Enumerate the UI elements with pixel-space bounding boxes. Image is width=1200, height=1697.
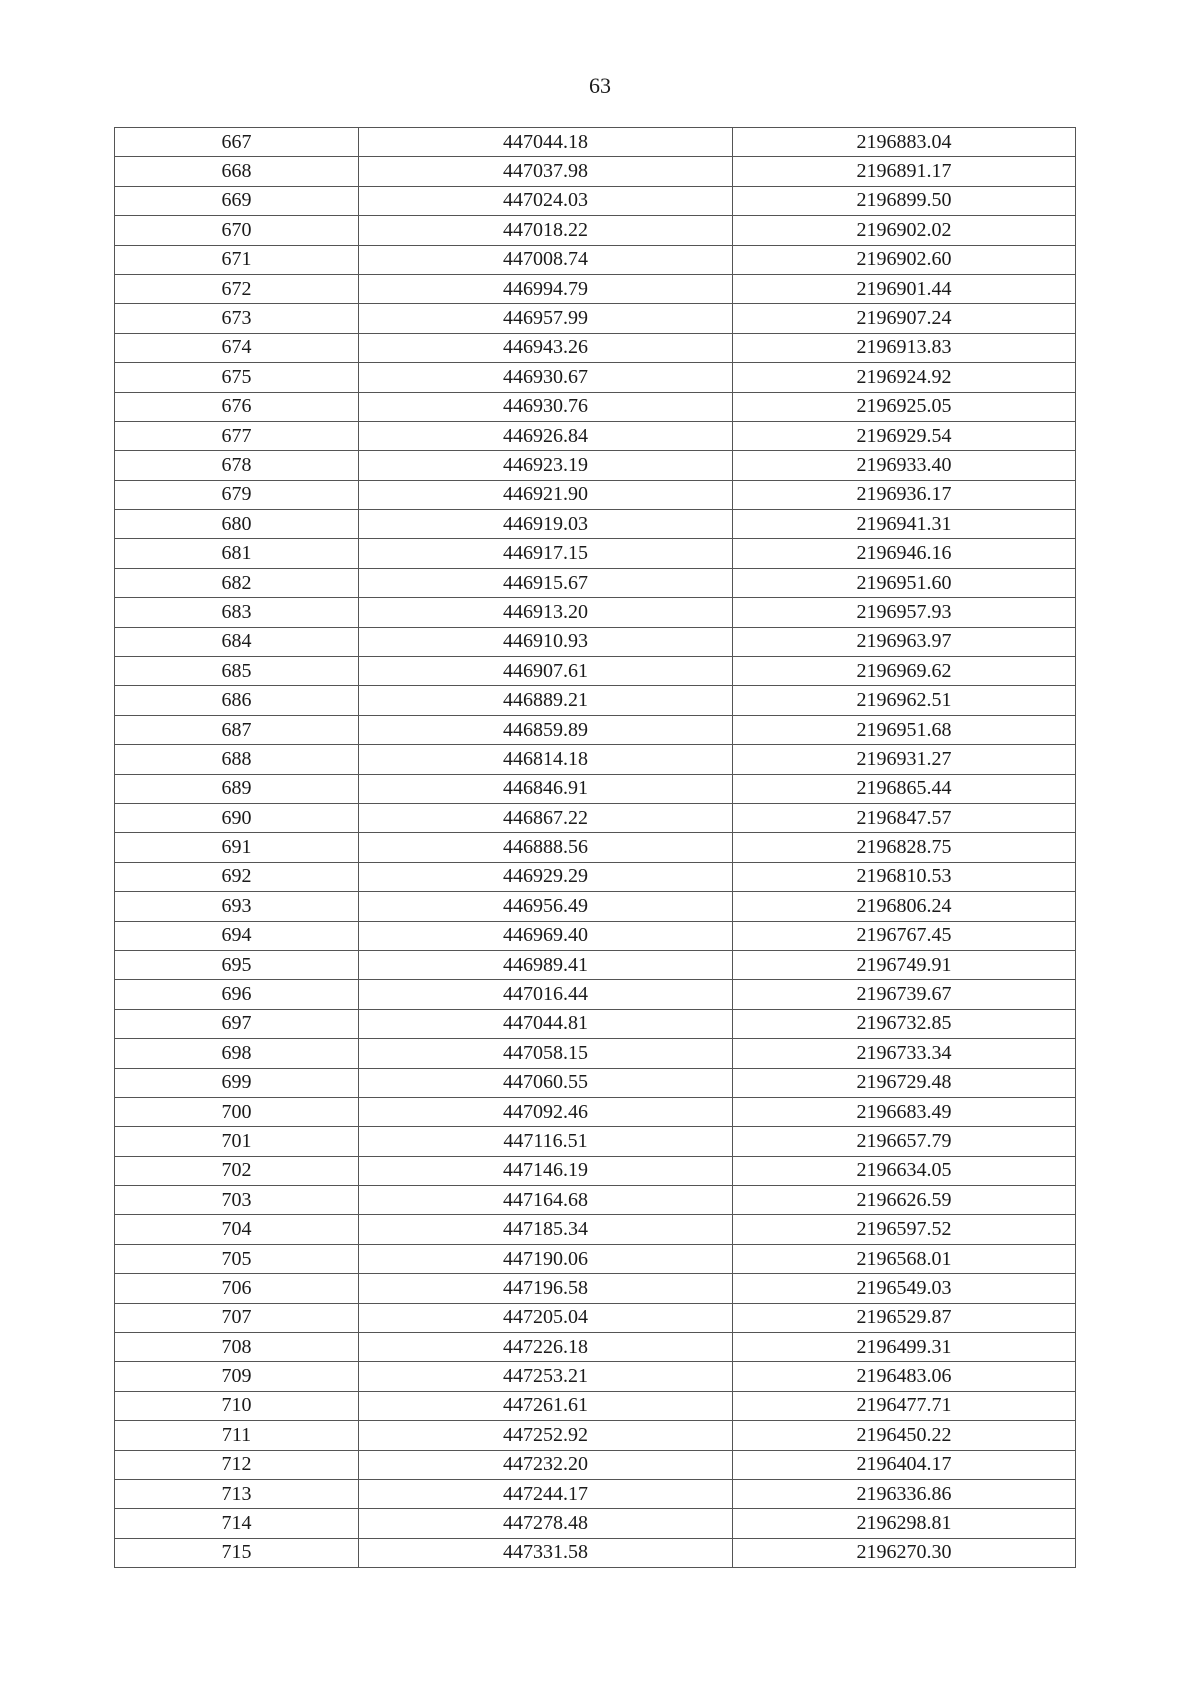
table-row — [115, 774, 1076, 803]
table-row — [115, 421, 1076, 450]
point-number-cell: 711 — [115, 1421, 359, 1450]
point-number-cell: 696 — [115, 980, 359, 1009]
y-coordinate-cell: 2196732.85 — [733, 1009, 1076, 1038]
x-coordinate-cell: 447164.68 — [359, 1186, 733, 1215]
point-number-cell: 683 — [115, 598, 359, 627]
x-coordinate-cell: 446867.22 — [359, 803, 733, 832]
y-coordinate-cell: 2196963.97 — [733, 627, 1076, 656]
y-coordinate-cell: 2196962.51 — [733, 686, 1076, 715]
x-coordinate-cell: 447278.48 — [359, 1509, 733, 1538]
table-row — [115, 1421, 1076, 1450]
y-coordinate-cell: 2196568.01 — [733, 1244, 1076, 1273]
point-number-cell: 667 — [115, 128, 359, 157]
table-row — [115, 392, 1076, 421]
y-coordinate-cell: 2196477.71 — [733, 1391, 1076, 1420]
point-number-cell: 694 — [115, 921, 359, 950]
x-coordinate-cell: 446956.49 — [359, 892, 733, 921]
y-coordinate-cell: 2196913.83 — [733, 333, 1076, 362]
table-row — [115, 1156, 1076, 1185]
table-row — [115, 657, 1076, 686]
point-number-cell: 673 — [115, 304, 359, 333]
point-number-cell: 682 — [115, 568, 359, 597]
y-coordinate-cell: 2196450.22 — [733, 1421, 1076, 1450]
table-row — [115, 451, 1076, 480]
y-coordinate-cell: 2196336.86 — [733, 1479, 1076, 1508]
table-row — [115, 833, 1076, 862]
table-row — [115, 1391, 1076, 1420]
coordinate-table-body — [115, 128, 1076, 1568]
x-coordinate-cell: 447024.03 — [359, 186, 733, 215]
x-coordinate-cell: 446846.91 — [359, 774, 733, 803]
point-number-cell: 691 — [115, 833, 359, 862]
x-coordinate-cell: 446917.15 — [359, 539, 733, 568]
table-row — [115, 510, 1076, 539]
y-coordinate-cell: 2196902.60 — [733, 245, 1076, 274]
point-number-cell: 699 — [115, 1068, 359, 1097]
x-coordinate-cell: 447252.92 — [359, 1421, 733, 1450]
x-coordinate-cell: 446915.67 — [359, 568, 733, 597]
point-number-cell: 695 — [115, 950, 359, 979]
x-coordinate-cell: 447044.18 — [359, 128, 733, 157]
point-number-cell: 704 — [115, 1215, 359, 1244]
y-coordinate-cell: 2196806.24 — [733, 892, 1076, 921]
y-coordinate-cell: 2196951.60 — [733, 568, 1076, 597]
x-coordinate-cell: 447146.19 — [359, 1156, 733, 1185]
y-coordinate-cell: 2196946.16 — [733, 539, 1076, 568]
x-coordinate-cell: 447185.34 — [359, 1215, 733, 1244]
point-number-cell: 686 — [115, 686, 359, 715]
point-number-cell: 700 — [115, 1097, 359, 1126]
coordinate-table — [114, 127, 1076, 1568]
y-coordinate-cell: 2196597.52 — [733, 1215, 1076, 1244]
y-coordinate-cell: 2196298.81 — [733, 1509, 1076, 1538]
y-coordinate-cell: 2196828.75 — [733, 833, 1076, 862]
y-coordinate-cell: 2196733.34 — [733, 1039, 1076, 1068]
x-coordinate-cell: 447226.18 — [359, 1333, 733, 1362]
point-number-cell: 702 — [115, 1156, 359, 1185]
y-coordinate-cell: 2196549.03 — [733, 1274, 1076, 1303]
table-row — [115, 128, 1076, 157]
y-coordinate-cell: 2196931.27 — [733, 745, 1076, 774]
x-coordinate-cell: 447331.58 — [359, 1538, 733, 1567]
x-coordinate-cell: 447190.06 — [359, 1244, 733, 1273]
y-coordinate-cell: 2196883.04 — [733, 128, 1076, 157]
table-row — [115, 1068, 1076, 1097]
x-coordinate-cell: 446888.56 — [359, 833, 733, 862]
x-coordinate-cell: 446814.18 — [359, 745, 733, 774]
table-row — [115, 627, 1076, 656]
x-coordinate-cell: 447037.98 — [359, 157, 733, 186]
x-coordinate-cell: 446926.84 — [359, 421, 733, 450]
point-number-cell: 714 — [115, 1509, 359, 1538]
x-coordinate-cell: 447205.04 — [359, 1303, 733, 1332]
table-row — [115, 1274, 1076, 1303]
y-coordinate-cell: 2196941.31 — [733, 510, 1076, 539]
table-row — [115, 1303, 1076, 1332]
x-coordinate-cell: 446929.29 — [359, 862, 733, 891]
point-number-cell: 715 — [115, 1538, 359, 1567]
y-coordinate-cell: 2196499.31 — [733, 1333, 1076, 1362]
table-row — [115, 1333, 1076, 1362]
point-number-cell: 672 — [115, 274, 359, 303]
point-number-cell: 684 — [115, 627, 359, 656]
x-coordinate-cell: 446969.40 — [359, 921, 733, 950]
x-coordinate-cell: 447016.44 — [359, 980, 733, 1009]
point-number-cell: 679 — [115, 480, 359, 509]
y-coordinate-cell: 2196657.79 — [733, 1127, 1076, 1156]
table-row — [115, 1039, 1076, 1068]
table-row — [115, 892, 1076, 921]
y-coordinate-cell: 2196749.91 — [733, 950, 1076, 979]
y-coordinate-cell: 2196810.53 — [733, 862, 1076, 891]
table-row — [115, 333, 1076, 362]
point-number-cell: 668 — [115, 157, 359, 186]
point-number-cell: 676 — [115, 392, 359, 421]
point-number-cell: 680 — [115, 510, 359, 539]
table-row — [115, 862, 1076, 891]
point-number-cell: 678 — [115, 451, 359, 480]
x-coordinate-cell: 447244.17 — [359, 1479, 733, 1508]
y-coordinate-cell: 2196924.92 — [733, 363, 1076, 392]
y-coordinate-cell: 2196404.17 — [733, 1450, 1076, 1479]
x-coordinate-cell: 446989.41 — [359, 950, 733, 979]
x-coordinate-cell: 446889.21 — [359, 686, 733, 715]
y-coordinate-cell: 2196847.57 — [733, 803, 1076, 832]
x-coordinate-cell: 447253.21 — [359, 1362, 733, 1391]
x-coordinate-cell: 447060.55 — [359, 1068, 733, 1097]
x-coordinate-cell: 447018.22 — [359, 216, 733, 245]
y-coordinate-cell: 2196925.05 — [733, 392, 1076, 421]
y-coordinate-cell: 2196936.17 — [733, 480, 1076, 509]
point-number-cell: 675 — [115, 363, 359, 392]
table-row — [115, 245, 1076, 274]
table-row — [115, 304, 1076, 333]
table-row — [115, 274, 1076, 303]
point-number-cell: 709 — [115, 1362, 359, 1391]
x-coordinate-cell: 446930.76 — [359, 392, 733, 421]
table-row — [115, 745, 1076, 774]
x-coordinate-cell: 446907.61 — [359, 657, 733, 686]
x-coordinate-cell: 446957.99 — [359, 304, 733, 333]
y-coordinate-cell: 2196901.44 — [733, 274, 1076, 303]
point-number-cell: 677 — [115, 421, 359, 450]
table-row — [115, 1538, 1076, 1567]
point-number-cell: 689 — [115, 774, 359, 803]
y-coordinate-cell: 2196899.50 — [733, 186, 1076, 215]
y-coordinate-cell: 2196907.24 — [733, 304, 1076, 333]
table-row — [115, 186, 1076, 215]
table-row — [115, 1009, 1076, 1038]
point-number-cell: 693 — [115, 892, 359, 921]
point-number-cell: 688 — [115, 745, 359, 774]
table-row — [115, 568, 1076, 597]
point-number-cell: 705 — [115, 1244, 359, 1273]
x-coordinate-cell: 447092.46 — [359, 1097, 733, 1126]
point-number-cell: 710 — [115, 1391, 359, 1420]
point-number-cell: 670 — [115, 216, 359, 245]
x-coordinate-cell: 447058.15 — [359, 1039, 733, 1068]
point-number-cell: 713 — [115, 1479, 359, 1508]
y-coordinate-cell: 2196951.68 — [733, 715, 1076, 744]
x-coordinate-cell: 446919.03 — [359, 510, 733, 539]
x-coordinate-cell: 446923.19 — [359, 451, 733, 480]
table-row — [115, 980, 1076, 1009]
y-coordinate-cell: 2196933.40 — [733, 451, 1076, 480]
x-coordinate-cell: 446994.79 — [359, 274, 733, 303]
x-coordinate-cell: 447008.74 — [359, 245, 733, 274]
x-coordinate-cell: 446910.93 — [359, 627, 733, 656]
y-coordinate-cell: 2196270.30 — [733, 1538, 1076, 1567]
table-row — [115, 1097, 1076, 1126]
y-coordinate-cell: 2196767.45 — [733, 921, 1076, 950]
y-coordinate-cell: 2196929.54 — [733, 421, 1076, 450]
y-coordinate-cell: 2196683.49 — [733, 1097, 1076, 1126]
point-number-cell: 671 — [115, 245, 359, 274]
x-coordinate-cell: 447261.61 — [359, 1391, 733, 1420]
y-coordinate-cell: 2196739.67 — [733, 980, 1076, 1009]
y-coordinate-cell: 2196957.93 — [733, 598, 1076, 627]
x-coordinate-cell: 447044.81 — [359, 1009, 733, 1038]
table-row — [115, 157, 1076, 186]
y-coordinate-cell: 2196865.44 — [733, 774, 1076, 803]
table-row — [115, 715, 1076, 744]
point-number-cell: 703 — [115, 1186, 359, 1215]
point-number-cell: 669 — [115, 186, 359, 215]
point-number-cell: 687 — [115, 715, 359, 744]
y-coordinate-cell: 2196626.59 — [733, 1186, 1076, 1215]
x-coordinate-cell: 447116.51 — [359, 1127, 733, 1156]
y-coordinate-cell: 2196483.06 — [733, 1362, 1076, 1391]
table-row — [115, 686, 1076, 715]
table-row — [115, 1362, 1076, 1391]
x-coordinate-cell: 446943.26 — [359, 333, 733, 362]
table-row — [115, 1509, 1076, 1538]
table-row — [115, 539, 1076, 568]
point-number-cell: 698 — [115, 1039, 359, 1068]
table-row — [115, 921, 1076, 950]
x-coordinate-cell: 446921.90 — [359, 480, 733, 509]
x-coordinate-cell: 446913.20 — [359, 598, 733, 627]
point-number-cell: 697 — [115, 1009, 359, 1038]
table-row — [115, 950, 1076, 979]
table-row — [115, 1479, 1076, 1508]
point-number-cell: 685 — [115, 657, 359, 686]
table-row — [115, 803, 1076, 832]
point-number-cell: 690 — [115, 803, 359, 832]
y-coordinate-cell: 2196529.87 — [733, 1303, 1076, 1332]
x-coordinate-cell: 446859.89 — [359, 715, 733, 744]
table-row — [115, 1186, 1076, 1215]
y-coordinate-cell: 2196902.02 — [733, 216, 1076, 245]
x-coordinate-cell: 447196.58 — [359, 1274, 733, 1303]
point-number-cell: 692 — [115, 862, 359, 891]
y-coordinate-cell: 2196891.17 — [733, 157, 1076, 186]
page-number: 63 — [589, 73, 611, 98]
table-row — [115, 216, 1076, 245]
table-row — [115, 598, 1076, 627]
x-coordinate-cell: 447232.20 — [359, 1450, 733, 1479]
point-number-cell: 681 — [115, 539, 359, 568]
table-row — [115, 1450, 1076, 1479]
point-number-cell: 674 — [115, 333, 359, 362]
point-number-cell: 701 — [115, 1127, 359, 1156]
table-row — [115, 363, 1076, 392]
point-number-cell: 708 — [115, 1333, 359, 1362]
point-number-cell: 706 — [115, 1274, 359, 1303]
y-coordinate-cell: 2196969.62 — [733, 657, 1076, 686]
x-coordinate-cell: 446930.67 — [359, 363, 733, 392]
table-row — [115, 1215, 1076, 1244]
y-coordinate-cell: 2196634.05 — [733, 1156, 1076, 1185]
y-coordinate-cell: 2196729.48 — [733, 1068, 1076, 1097]
table-row — [115, 1127, 1076, 1156]
table-row — [115, 480, 1076, 509]
point-number-cell: 707 — [115, 1303, 359, 1332]
table-row — [115, 1244, 1076, 1273]
point-number-cell: 712 — [115, 1450, 359, 1479]
